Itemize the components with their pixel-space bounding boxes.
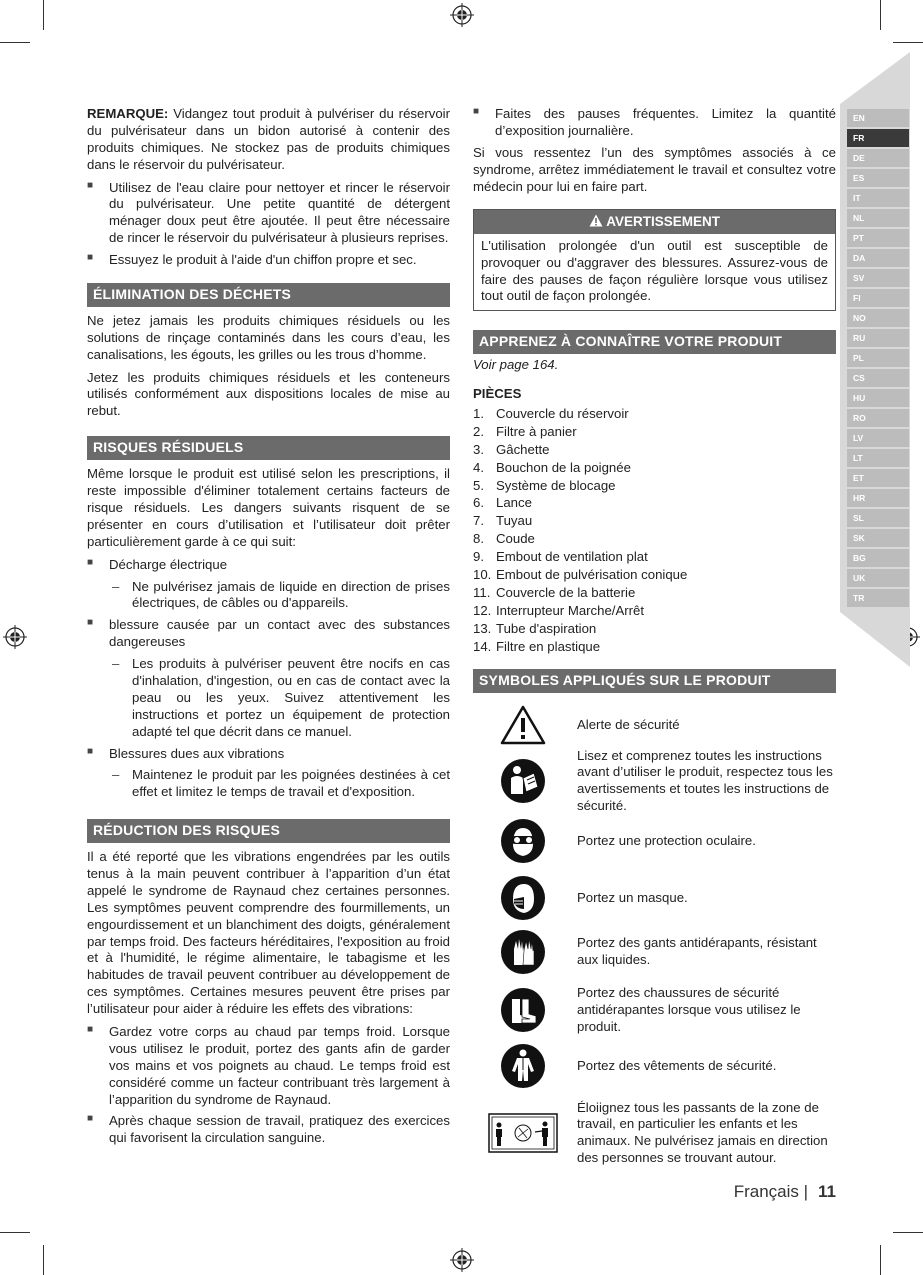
pieces-heading: PIÈCES — [473, 386, 522, 402]
symbol-text: Portez une protection oculaire. — [577, 832, 756, 848]
list-item — [473, 460, 836, 477]
registration-mark-icon — [3, 625, 27, 649]
symbol-text: Éloiignez tous les passants de la zone de travail, en particulier les enfants et les animaux. Ne pulvérisez jamais en direction des personnes se trouvant autour. — [577, 1099, 828, 1166]
symbol-row — [473, 977, 836, 1043]
part-label: Couvercle de la batterie — [496, 584, 636, 600]
list-item: ■ Après chaque session de travail, pratiquez des exercices qui favorisent la circulation sanguine. — [87, 1113, 450, 1147]
part-label: Filtre à panier — [496, 423, 577, 439]
language-tab-it[interactable]: IT — [847, 189, 909, 207]
part-number: 9. — [473, 549, 484, 565]
symbol-text: Portez des gants antidérapants, résistant aux liquides. — [577, 935, 817, 968]
warning-text: L'utilisation prolongée d'un outil est susceptible de provoquer ou d'aggraver des blessures. Assurez-vous de faire des pauses de façon régulière lorsque vous utilisez tout outil de façon prolongée. — [481, 237, 828, 304]
symbol-row — [473, 927, 836, 977]
part-label: Système de blocage — [496, 477, 616, 493]
language-tab-hr[interactable]: HR — [847, 489, 909, 507]
list-item — [473, 603, 836, 620]
language-tabs — [847, 109, 909, 609]
part-label: Embout de pulvérisation conique — [496, 566, 688, 582]
part-label: Couvercle du réservoir — [496, 405, 629, 421]
paragraph: Même lorsque le produit est utilisé selon les prescriptions, il reste impossible d'éliminer totalement certains facteurs de risque résiduels. Les dangers suivants risquent de se présenter en cours d’utilisation et l’utilisateur doit prêter particulièrement garde à ce qui suit: — [87, 466, 450, 549]
part-number: 14. — [473, 638, 492, 654]
section-heading-reduction: RÉDUCTION DES RISQUES — [87, 819, 450, 843]
part-number: 11. — [473, 584, 491, 600]
symbol-row — [473, 869, 836, 927]
warning-header — [474, 210, 835, 233]
gloves-icon — [500, 929, 546, 975]
mask-icon — [500, 875, 546, 921]
list-item — [473, 406, 836, 423]
list-item: ■ Utilisez de l'eau claire pour nettoyer et rincer le réservoir du pulvérisateur. Une petite quantité de détergent ménager doux peut être ajoutée. Il peut être nécessaire de rincer le réservoir du pulvérisateur à plusieurs reprises. — [87, 180, 450, 248]
language-tab-sk[interactable]: SK — [847, 529, 909, 547]
part-label: Lance — [496, 495, 532, 511]
list-item — [473, 621, 836, 638]
language-tab-bg[interactable]: BG — [847, 549, 909, 567]
crop-mark — [0, 42, 30, 43]
keep-bystanders-away-icon — [488, 1113, 558, 1153]
list-item: ■ Blessures dues aux vibrations — [87, 746, 450, 763]
part-number: 13. — [473, 620, 492, 636]
section-heading-apprenez: APPRENEZ À CONNAÎTRE VOTRE PRODUIT — [473, 330, 836, 354]
part-number: 8. — [473, 531, 484, 547]
symbol-row — [473, 749, 836, 813]
symbols-list — [473, 701, 836, 1177]
language-tab-no[interactable]: NO — [847, 309, 909, 327]
part-number: 12. — [473, 602, 492, 618]
part-label: Tuyau — [496, 513, 533, 529]
crop-mark — [43, 0, 44, 30]
symbol-text: Lisez et comprenez toutes les instructions avant d’utiliser le produit, respectez tous les avertissements et toutes les instructions de sécurité. — [577, 747, 833, 814]
sub-list-item: – Ne pulvérisez jamais de liquide en direction de prises électriques, de câbles ou d'appareils. — [87, 579, 450, 613]
part-number: 4. — [473, 459, 484, 475]
crop-mark — [880, 1245, 881, 1275]
part-label: Interrupteur Marche/Arrêt — [496, 602, 645, 618]
symbol-text: Alerte de sécurité — [577, 716, 680, 732]
section-heading-symboles: SYMBOLES APPLIQUÉS SUR LE PRODUIT — [473, 669, 836, 693]
part-number: 6. — [473, 495, 484, 511]
crop-mark — [43, 1245, 44, 1275]
language-tab-cs[interactable]: CS — [847, 369, 909, 387]
parts-list — [473, 406, 836, 655]
crop-mark — [0, 1232, 30, 1233]
language-tab-uk[interactable]: UK — [847, 569, 909, 587]
language-tab-lv[interactable]: LV — [847, 429, 909, 447]
part-label: Filtre en plastique — [496, 638, 601, 654]
list-item — [473, 495, 836, 512]
language-tab-de[interactable]: DE — [847, 149, 909, 167]
eye-protection-icon — [500, 818, 546, 864]
part-number: 3. — [473, 441, 484, 457]
symbol-text: Portez des chaussures de sécurité antidérapantes lorsque vous utilisez le produit. — [577, 985, 801, 1034]
language-tab-ro[interactable]: RO — [847, 409, 909, 427]
language-tab-da[interactable]: DA — [847, 249, 909, 267]
symbol-row — [473, 701, 836, 749]
crop-mark — [893, 1232, 923, 1233]
part-number: 5. — [473, 477, 484, 493]
remark-label: REMARQUE: — [87, 106, 169, 121]
section-heading-elimination: ÉLIMINATION DES DÉCHETS — [87, 283, 450, 307]
warning-title: AVERTISSEMENT — [606, 214, 720, 230]
warning-triangle-icon — [589, 214, 603, 227]
language-tab-hu[interactable]: HU — [847, 389, 909, 407]
crop-mark — [880, 0, 881, 30]
symbol-text: Portez un masque. — [577, 889, 688, 905]
language-tab-sl[interactable]: SL — [847, 509, 909, 527]
symbol-row — [473, 1043, 836, 1089]
list-item — [473, 478, 836, 495]
list-item — [473, 585, 836, 602]
language-tab-tr[interactable]: TR — [847, 589, 909, 607]
registration-mark-icon — [450, 1248, 474, 1272]
language-tab-pt[interactable]: PT — [847, 229, 909, 247]
symbol-text: Portez des vêtements de sécurité. — [577, 1057, 777, 1073]
list-item — [473, 567, 836, 584]
page-footer — [734, 1181, 836, 1203]
page-number: 11 — [818, 1182, 836, 1201]
paragraph: Jetez les produits chimiques résiduels et les conteneurs utilisés conformément aux dispositions locales de mise au rebut. — [87, 369, 450, 419]
boots-icon — [500, 987, 546, 1033]
language-tab-pl[interactable]: PL — [847, 349, 909, 367]
paragraph: Si vous ressentez l’un des symptômes associés à ce syndrome, arrêtez immédiatement le travail et consultez votre médecin pour lui en faire part. — [473, 144, 836, 194]
part-number: 7. — [473, 513, 484, 529]
language-tab-sv[interactable]: SV — [847, 269, 909, 287]
list-item — [473, 513, 836, 530]
part-label: Coude — [496, 531, 535, 547]
list-item: ■ blessure causée par un contact avec des substances dangereuses — [87, 617, 450, 651]
read-manual-icon — [500, 758, 546, 804]
footer-language: Français | — [733, 1182, 809, 1201]
crop-mark — [893, 42, 923, 43]
language-tab-es[interactable]: ES — [847, 169, 909, 187]
remark-paragraph — [87, 106, 450, 174]
list-item — [473, 424, 836, 441]
sub-list-item: – Maintenez le produit par les poignées destinées à cet effet et limitez le temps de travail et d'exposition. — [87, 767, 450, 801]
language-tab-fi[interactable]: FI — [847, 289, 909, 307]
part-label: Embout de ventilation plat — [496, 549, 648, 565]
list-item — [473, 549, 836, 566]
list-item: ■ Essuyez le produit à l'aide d'un chiffon propre et sec. — [87, 252, 450, 269]
registration-mark-icon — [450, 3, 474, 27]
part-label: Gâchette — [496, 441, 550, 457]
language-tab-lt[interactable]: LT — [847, 449, 909, 467]
list-item — [473, 442, 836, 459]
list-item: ■ Faites des pauses fréquentes. Limitez la quantité d’exposition journalière. — [473, 106, 836, 140]
language-tab-fr[interactable]: FR — [847, 129, 909, 147]
list-item — [473, 531, 836, 548]
language-tab-en[interactable]: EN — [847, 109, 909, 127]
list-item: ■ Gardez votre corps au chaud par temps froid. Lorsque vous utilisez le produit, portez des gants afin de garder vos mains et vos poignets au chaud. Le temps froid est considéré comme un facteur contribuant très largement à l’apparition du syndrome de Raynaud. — [87, 1024, 450, 1108]
remark-text: Vidangez tout produit à pulvériser du réservoir du pulvérisateur dans un bidon autorisé à contenir des produits chimiques. Ne stockez pas de produits chimiques dans le réservoir du pulvérisateur. — [87, 106, 450, 172]
paragraph: Ne jetez jamais les produits chimiques résiduels ou les solutions de rinçage contaminés dans les cours d’eau, les canalisations, les égouts, les grilles ou les trous d’homme. — [87, 312, 450, 362]
list-item — [473, 639, 836, 656]
part-number: 1. — [473, 405, 484, 421]
language-tab-ru[interactable]: RU — [847, 329, 909, 347]
language-tab-nl[interactable]: NL — [847, 209, 909, 227]
section-heading-risques: RISQUES RÉSIDUELS — [87, 436, 450, 460]
symbol-row — [473, 813, 836, 869]
part-label: Tube d'aspiration — [496, 620, 597, 636]
left-column — [87, 106, 450, 1152]
part-number: 10. — [473, 566, 492, 582]
sub-list-item: – Les produits à pulvériser peuvent être nocifs en cas d'inhalation, d'ingestion, ou en cas de contact avec la peau ou les yeux. Suivez attentivement les instructions et portez un équipement de protection adapté tel que décrit dans ce manuel. — [87, 656, 450, 740]
language-tab-et[interactable]: ET — [847, 469, 909, 487]
paragraph: Il a été reporté que les vibrations engendrées par les outils tenus à la main peuvent contribuer à l’apparition d’un état appelé le syndrome de Raynaud chez certaines personnes. Les symptômes peuvent comprendre des fourmillements, un engourdissement et un blanchiment des doigts, généralement par temps froid. Des facteurs héréditaires, l'exposition au froid et à l'humidité, le régime alimentaire, le tabagisme et les habitudes de travail peuvent contribuer au développement de ces symptômes. Certaines mesures peuvent être prises par l’utilisateur pour aider à réduire les effets des vibrations: — [87, 849, 450, 1017]
right-column — [473, 106, 836, 1177]
coverall-icon — [500, 1043, 546, 1089]
part-number: 2. — [473, 423, 484, 439]
see-page-reference: Voir page 164. — [473, 357, 559, 373]
list-item: ■ Décharge électrique — [87, 557, 450, 574]
part-label: Bouchon de la poignée — [496, 459, 631, 475]
symbol-row — [473, 1089, 836, 1177]
safety-alert-icon — [500, 705, 546, 745]
warning-box — [473, 209, 836, 311]
